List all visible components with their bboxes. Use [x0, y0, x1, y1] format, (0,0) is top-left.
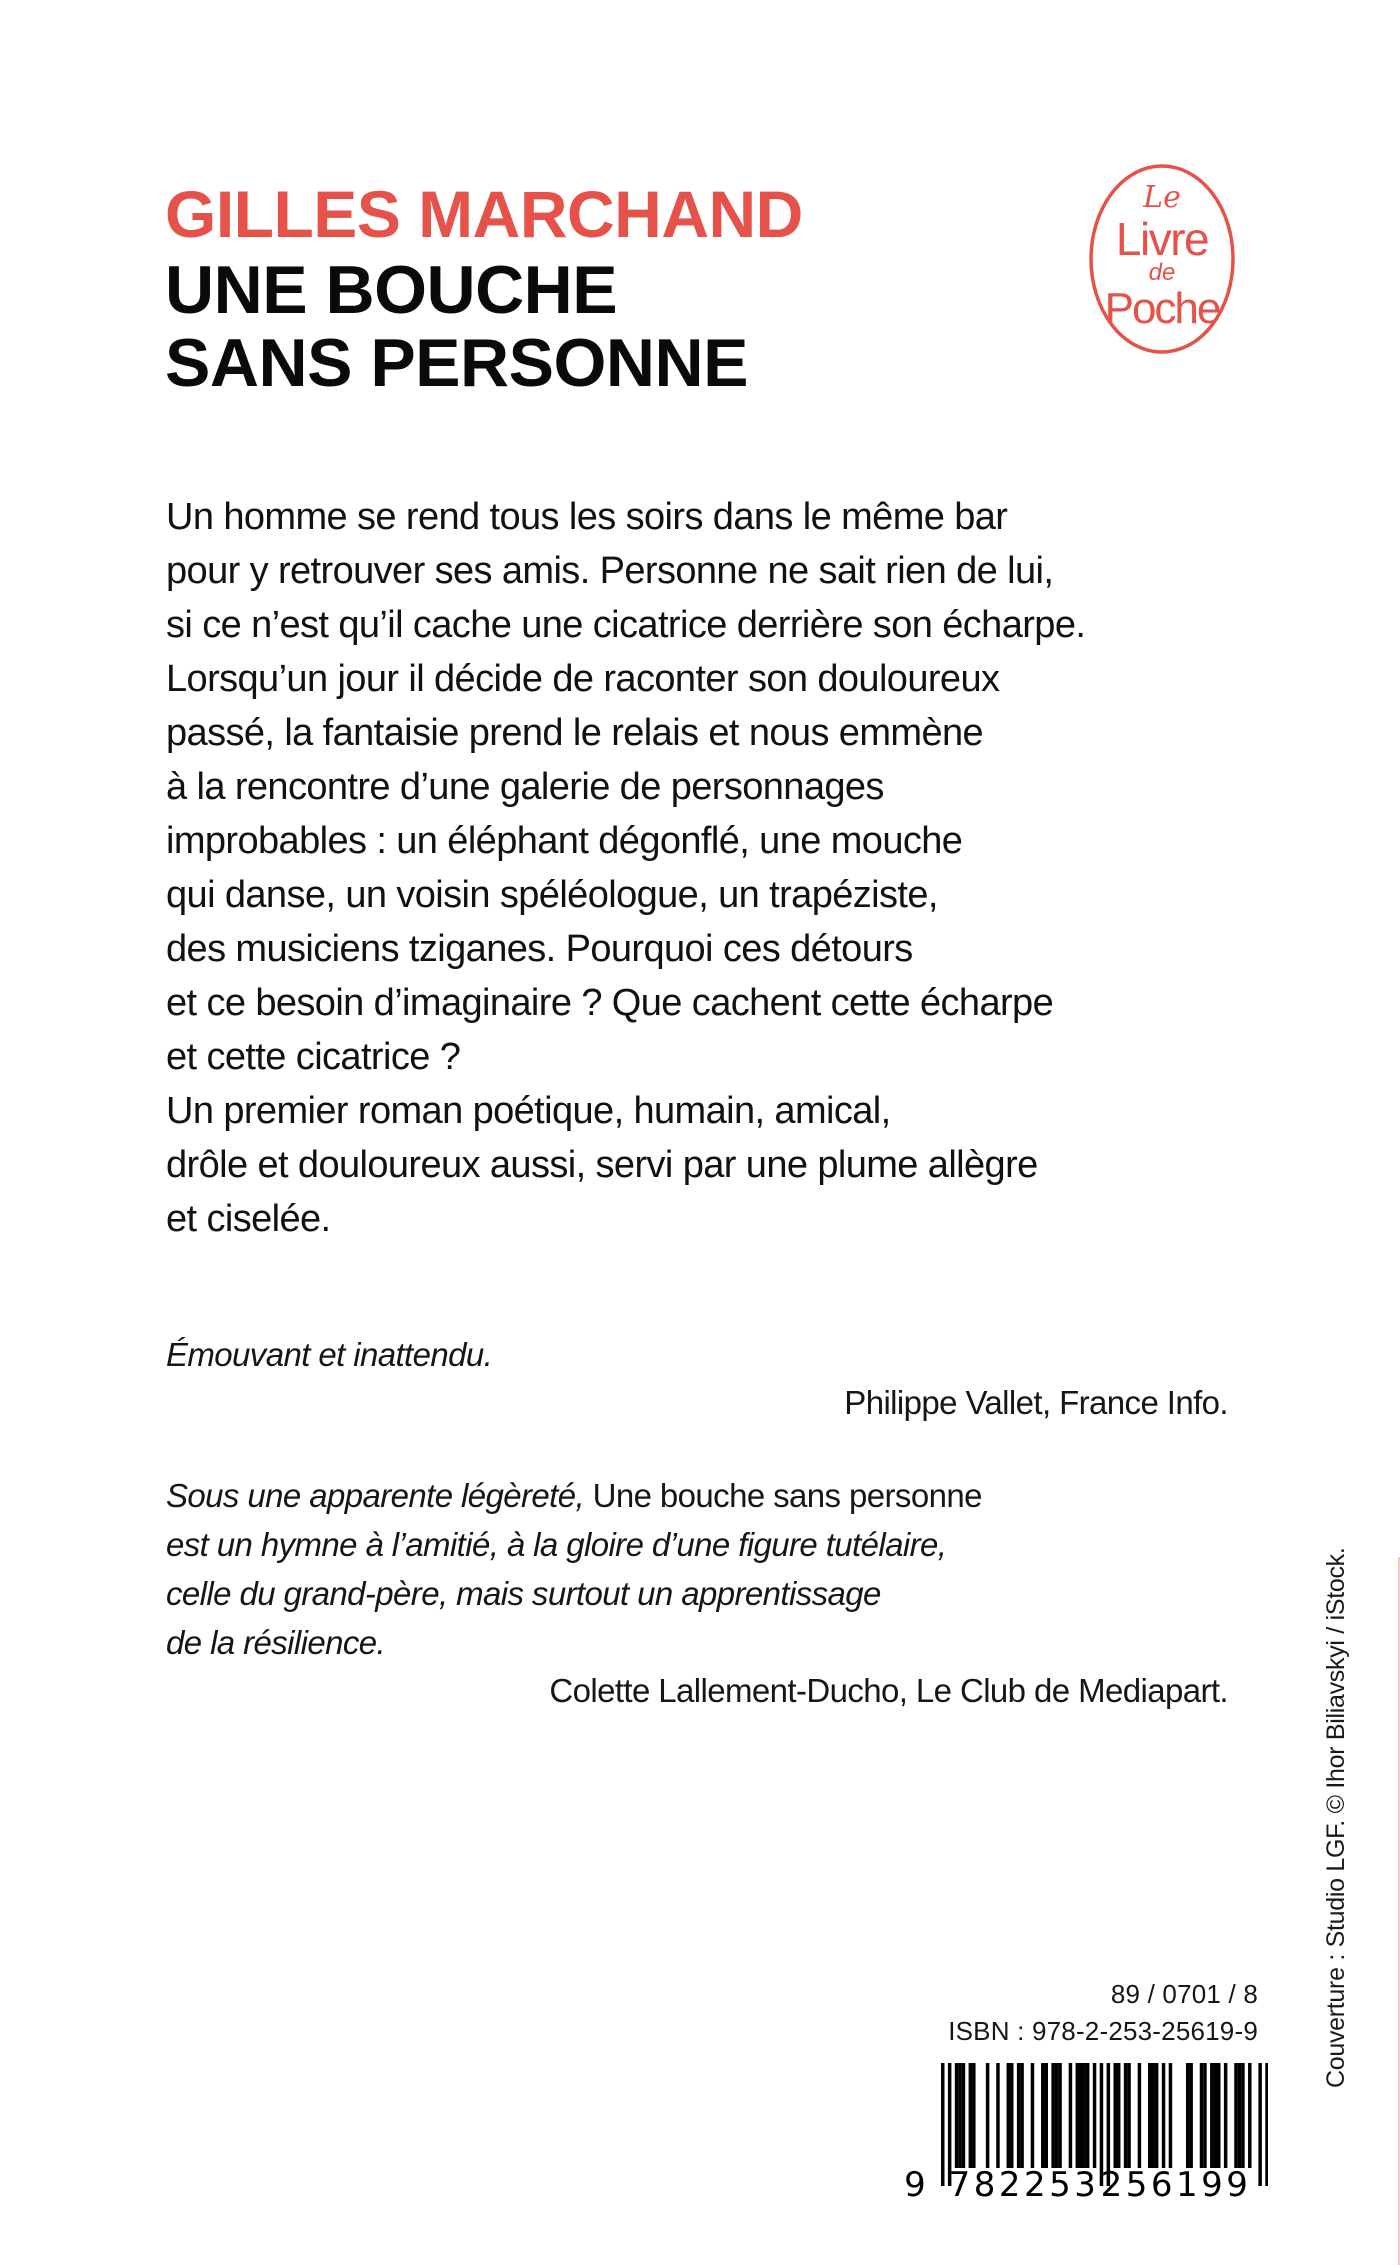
barcode-left-digits: 782253 — [948, 2165, 1100, 2205]
logo-word-le: Le — [1143, 180, 1181, 215]
author-name: GILLES MARCHAND — [165, 177, 803, 251]
quote-italic-text: celle du grand-père, mais surtout un apprentissage — [166, 1575, 881, 1612]
press-quote-1 — [166, 1330, 492, 1379]
synopsis-line: si ce n’est qu’il cache une cicatrice derrière son écharpe. — [166, 604, 1086, 646]
synopsis-line: Un premier roman poétique, humain, amical, — [166, 1090, 891, 1132]
quote-line — [166, 1520, 982, 1569]
book-title-line-1: UNE BOUCHE — [165, 252, 618, 328]
barcode-icon — [896, 2060, 1268, 2210]
barcode-first-digit: 9 — [904, 2165, 926, 2205]
quote-italic-text: est un hymne à l’amitié, à la gloire d’une figure tutélaire, — [166, 1526, 947, 1563]
product-codes — [948, 1976, 1258, 2050]
synopsis-line: improbables : un éléphant dégonflé, une mouche — [166, 820, 963, 862]
press-quote-2 — [166, 1471, 982, 1667]
barcode-right-digits: 256199 — [1100, 2165, 1252, 2205]
synopsis-line: Un homme se rend tous les soirs dans le même bar — [166, 496, 1008, 538]
synopsis-line: à la rencontre d’une galerie de personnages — [166, 766, 884, 808]
synopsis-line: qui danse, un voisin spéléologue, un trapéziste, — [166, 874, 938, 916]
logo-word-livre: Livre — [1115, 213, 1209, 265]
book-title — [165, 254, 748, 400]
logo-word-de: de — [1148, 259, 1176, 286]
synopsis-line: pour y retrouver ses amis. Personne ne sait rien de lui, — [166, 550, 1054, 592]
internal-code: 89 / 0701 / 8 — [1110, 1979, 1258, 2009]
publisher-logo — [1088, 163, 1236, 355]
quote-book-title: Une bouche sans personne — [592, 1477, 982, 1514]
synopsis-line: Lorsqu’un jour il décide de raconter son douloureux — [166, 658, 1000, 700]
synopsis-line: et ciselée. — [166, 1198, 331, 1240]
synopsis-line: et cette cicatrice ? — [166, 1036, 461, 1078]
synopsis-line: des musiciens tziganes. Pourquoi ces détours — [166, 928, 913, 970]
quote-italic-text: Émouvant et inattendu. — [166, 1336, 493, 1373]
le-livre-de-poche-logo-icon — [1088, 163, 1236, 355]
logo-word-poche: Poche — [1104, 284, 1220, 333]
book-title-line-2: SANS PERSONNE — [165, 325, 748, 401]
press-quote-1-attribution: Philippe Vallet, France Info. — [844, 1384, 1228, 1421]
synopsis-line: et ce besoin d’imaginaire ? Que cachent cette écharpe — [166, 982, 1054, 1024]
book-synopsis — [166, 490, 1085, 1246]
quote-line — [166, 1618, 982, 1667]
quote-line — [166, 1569, 982, 1618]
quote-italic-text: Sous une apparente légèreté, — [166, 1477, 593, 1514]
cover-credit: Couverture : Studio LGF. © Ihor Biliavskyi / iStock. — [1322, 1547, 1350, 2088]
quote-line — [166, 1471, 982, 1520]
ean13-barcode — [896, 2060, 1268, 2210]
isbn-number: ISBN : 978-2-253-25619-9 — [948, 2016, 1258, 2046]
quote-line — [166, 1330, 492, 1379]
quote-italic-text: de la résilience. — [166, 1624, 386, 1661]
synopsis-line: passé, la fantaisie prend le relais et nous emmène — [166, 712, 984, 754]
press-quote-2-attribution: Colette Lallement-Ducho, Le Club de Mediapart. — [549, 1672, 1228, 1709]
synopsis-line: drôle et douloureux aussi, servi par une plume allègre — [166, 1144, 1038, 1186]
